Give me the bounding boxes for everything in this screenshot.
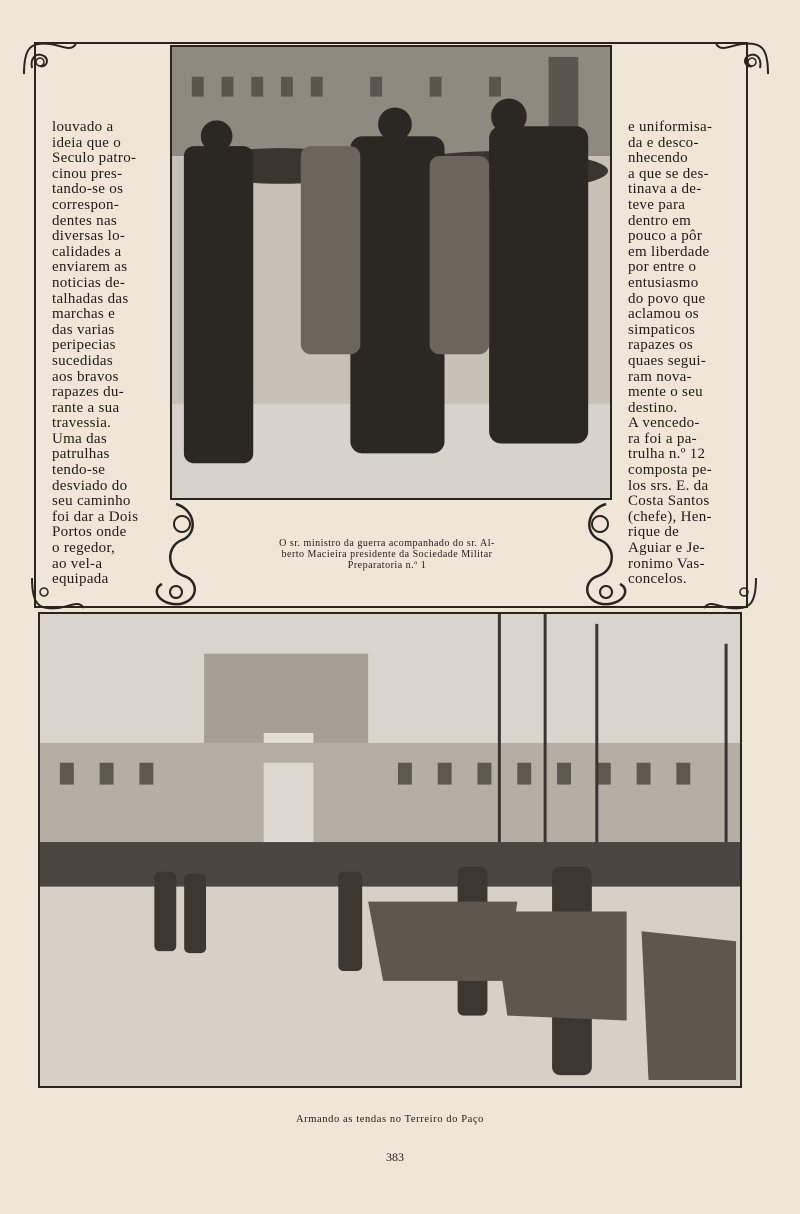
text-line: em liberdade: [628, 243, 710, 260]
text-line: equipada: [52, 571, 109, 588]
text-line: por entre o: [628, 259, 697, 276]
text-line: Portos onde: [52, 524, 127, 541]
text-line: tendo-se: [52, 462, 106, 479]
text-line: do povo que: [628, 290, 706, 307]
text-line: ideia que o: [52, 134, 122, 151]
text-line: talhadas das: [52, 290, 129, 307]
text-line: tando-se os: [52, 181, 124, 198]
text-line: trulha n.º 12: [628, 446, 706, 463]
text-line: concelos.: [628, 571, 687, 588]
caption-bottom-photo: Armando as tendas no Terreiro do Paço: [295, 1114, 485, 1125]
text-line: Costa Santos: [628, 493, 710, 510]
text-line: patrulhas: [52, 446, 110, 463]
caption-line: O sr. ministro da guerra acompanhado do sr. Al-: [279, 538, 495, 549]
text-line: rante a sua: [52, 399, 120, 416]
text-line: marchas e: [52, 306, 116, 323]
text-line: nhecendo: [628, 150, 688, 167]
text-line: A vencedo-: [628, 415, 700, 432]
text-line: sucedidas: [52, 352, 114, 369]
text-line: dentro em: [628, 212, 692, 229]
text-line: e uniformisa-: [628, 119, 713, 135]
text-line: Aguiar e Je-: [628, 540, 705, 557]
left-text-column: [52, 120, 150, 588]
text-line: simpaticos: [628, 321, 696, 338]
text-line: louvado a: [52, 119, 114, 135]
text-line: calidades a: [52, 243, 122, 260]
text-line: desviado do: [52, 477, 128, 494]
text-line: rapazes os: [628, 337, 694, 354]
text-line: Seculo patro-: [52, 150, 137, 167]
text-line: composta pe-: [628, 462, 712, 479]
text-line: aclamou os: [628, 306, 699, 323]
text-line: ra foi a pa-: [628, 430, 697, 447]
caption-top-photo: [222, 538, 552, 571]
text-line: enviarem as: [52, 259, 128, 276]
text-line: rique de: [628, 524, 680, 541]
text-line: (chefe), Hen-: [628, 508, 712, 525]
photo-ministro-guerra: [170, 45, 612, 500]
text-line: correspon-: [52, 196, 120, 213]
text-line: a que se des-: [628, 165, 709, 182]
text-line: ronimo Vas-: [628, 555, 705, 572]
text-line: cinou pres-: [52, 165, 123, 182]
text-line: teve para: [628, 196, 686, 213]
text-line: mente o seu: [628, 384, 703, 401]
text-line: ram nova-: [628, 368, 692, 385]
text-line: travessia.: [52, 415, 112, 432]
caption-line: berto Macieira presidente da Sociedade Militar: [281, 549, 493, 560]
right-text-column: [628, 120, 732, 588]
text-line: foi dar a Dois: [52, 508, 139, 525]
text-line: los srs. E. da: [628, 477, 709, 494]
photo-terreiro-do-paco: [38, 612, 742, 1088]
text-line: pouco a pôr: [628, 228, 703, 245]
ornament-corner-top-right: [712, 38, 772, 78]
caption-line: Preparatoria n.º 1: [347, 560, 427, 571]
text-line: das varias: [52, 321, 115, 338]
text-line: quaes segui-: [628, 352, 707, 369]
text-line: rapazes du-: [52, 384, 125, 401]
text-line: diversas lo-: [52, 228, 126, 245]
text-line: aos bravos: [52, 368, 119, 385]
text-line: destino.: [628, 399, 678, 416]
text-line: entusiasmo: [628, 274, 699, 291]
text-line: noticias de-: [52, 274, 126, 291]
text-line: tinava a de-: [628, 181, 702, 198]
text-line: Uma das: [52, 430, 108, 447]
text-line: ao vel-a: [52, 555, 103, 572]
text-line: o regedor,: [52, 540, 116, 557]
text-line: peripecias: [52, 337, 116, 354]
page-number: 383: [386, 1150, 404, 1164]
text-line: da e desco-: [628, 134, 699, 151]
ornament-corner-top-left: [20, 38, 80, 78]
text-line: dentes nas: [52, 212, 118, 229]
text-line: seu caminho: [52, 493, 131, 510]
